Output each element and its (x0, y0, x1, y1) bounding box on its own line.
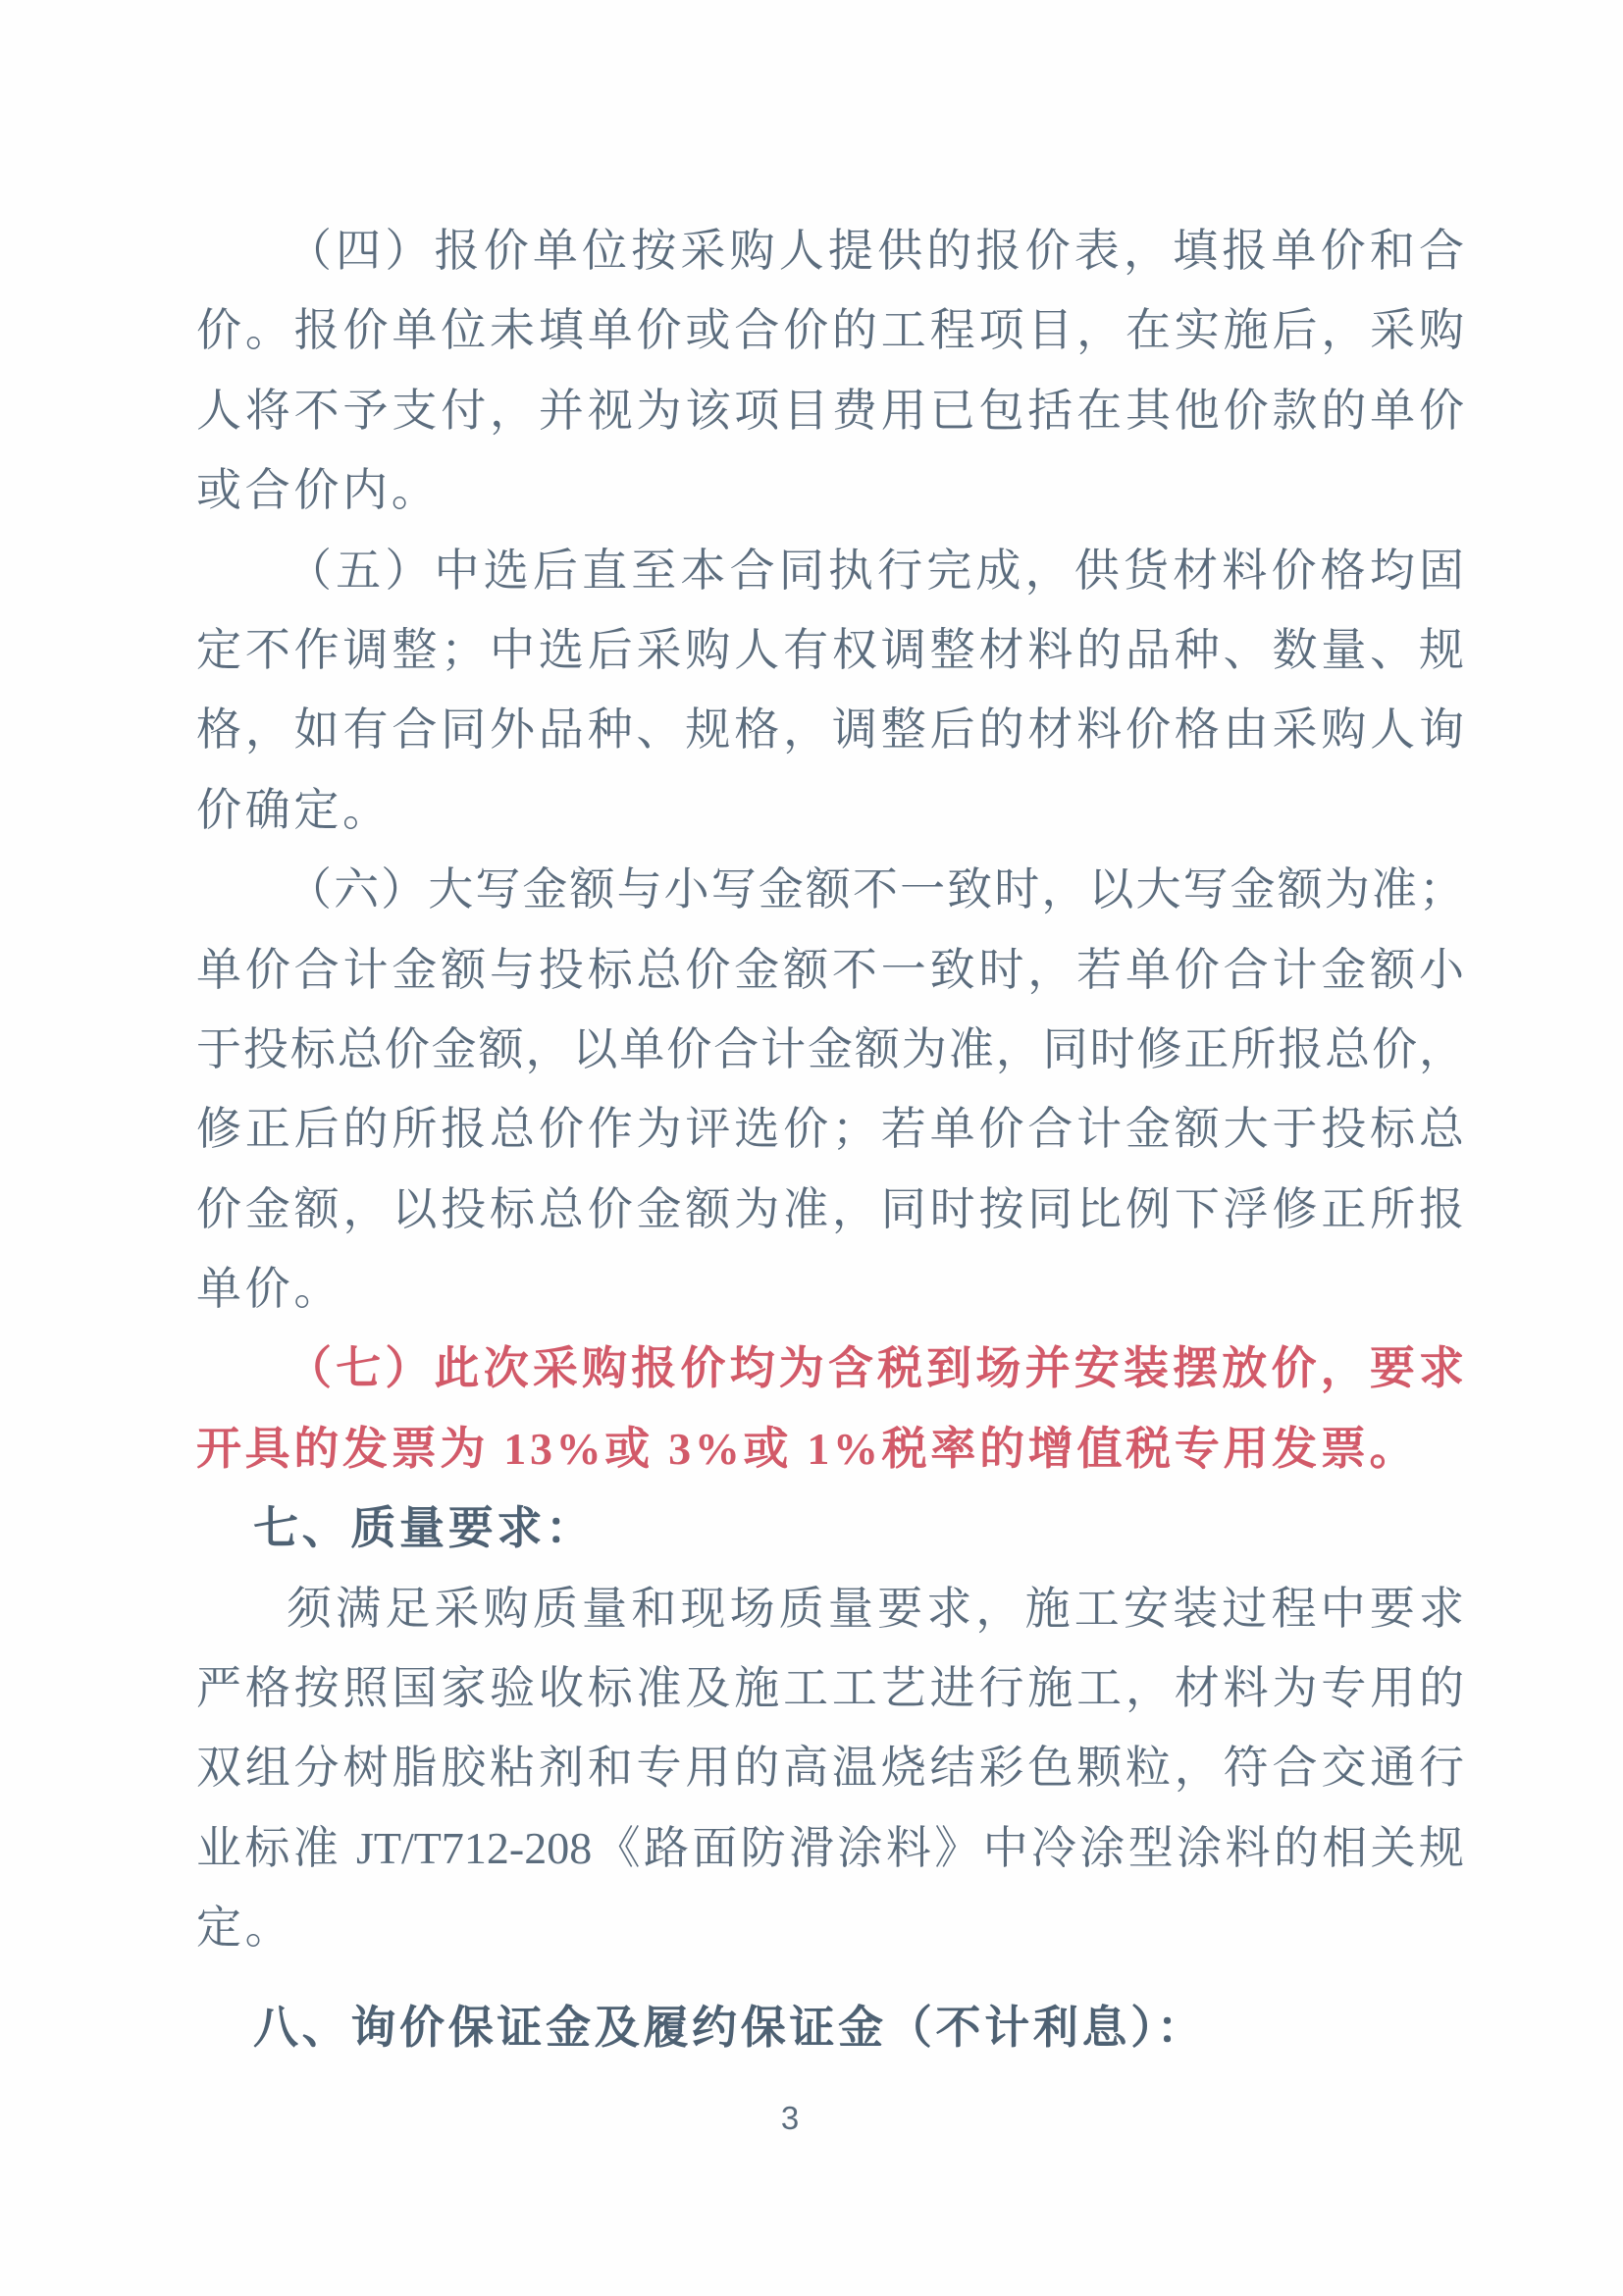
clause-7-line-1: （七）此次采购报价均为含税到场并安装摆放价，要求 (287, 1343, 1464, 1394)
quality-line-5: 定。 (196, 1903, 294, 1954)
clause-6-line-3: 于投标总价金额，以单价合计金额为准，同时修正所报总价， (196, 1023, 1464, 1074)
quality-line-2: 严格按照国家验收标准及施工工艺进行施工，材料为专用的 (196, 1663, 1464, 1714)
quality-line-4: 业标准 JT/T712-208《路面防滑涂料》中冷涂型涂料的相关规 (196, 1822, 1464, 1873)
clause-5-line-4: 价确定。 (196, 784, 392, 835)
clause-6-line-4: 修正后的所报总价作为评选价；若单价合计金额大于投标总 (196, 1104, 1464, 1155)
quality-line-1: 须满足采购质量和现场质量要求，施工安装过程中要求 (287, 1583, 1464, 1634)
clause-5-line-2: 定不作调整；中选后采购人有权调整材料的品种、数量、规 (196, 624, 1464, 675)
section-7-heading: 七、质量要求： (253, 1503, 595, 1554)
clause-6-line-5: 价金额，以投标总价金额为准，同时按同比例下浮修正所报 (196, 1183, 1464, 1234)
clause-4-line-2: 价。报价单位未填单价或合价的工程项目，在实施后，采购 (196, 305, 1464, 356)
clause-6-line-1: （六）大写金额与小写金额不一致时，以大写金额为准； (287, 864, 1464, 915)
clause-6-line-2: 单价合计金额与投标总价金额不一致时，若单价合计金额小 (196, 944, 1464, 995)
clause-4-line-3: 人将不予支付，并视为该项目费用已包括在其他价款的单价 (196, 385, 1464, 436)
document-body (196, 211, 1464, 2067)
clause-5-line-1: （五）中选后直至本合同执行完成，供货材料价格均固 (287, 545, 1464, 596)
section-8-heading: 八、询价保证金及履约保证金（不计利息）： (253, 2002, 1206, 2053)
clause-6-line-6: 单价。 (196, 1264, 343, 1315)
quality-line-3: 双组分树脂胶粘剂和专用的高温烧结彩色颗粒，符合交通行 (196, 1743, 1464, 1794)
clause-7-line-2: 开具的发票为 13%或 3%或 1%税率的增值税专用发票。 (196, 1423, 1419, 1474)
clause-5-line-3: 格，如有合同外品种、规格，调整后的材料价格由采购人询 (196, 704, 1464, 756)
clause-4-line-4: 或合价内。 (196, 465, 441, 516)
page-number: 3 (780, 2100, 800, 2136)
clause-4-line-1: （四）报价单位按采购人提供的报价表，填报单价和合 (287, 226, 1464, 276)
